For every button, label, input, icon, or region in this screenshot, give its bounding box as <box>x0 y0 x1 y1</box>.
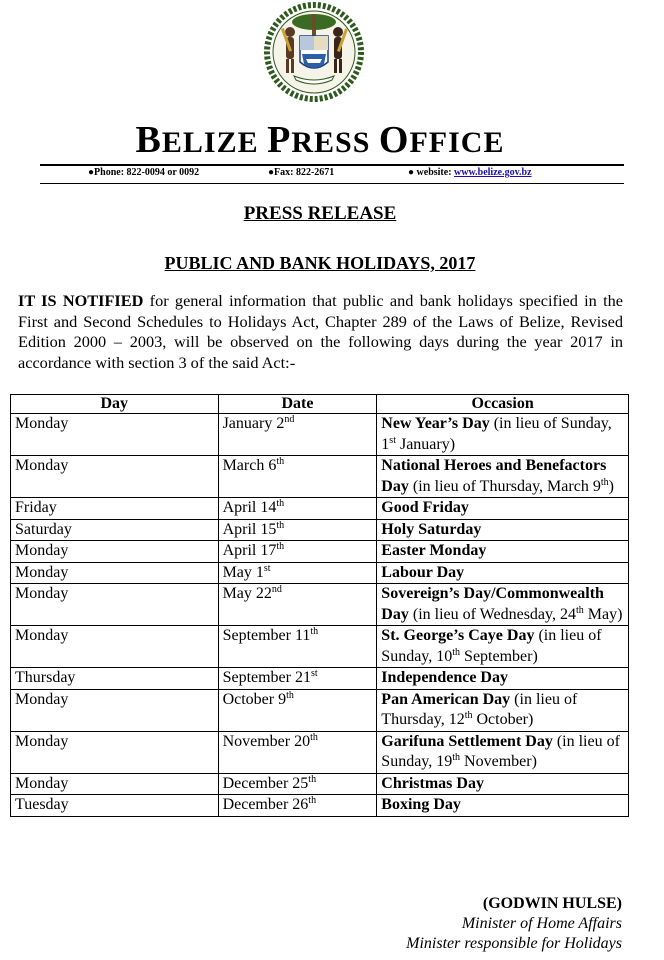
date-suffix: th <box>276 541 285 552</box>
date-text: December 26 <box>222 796 309 813</box>
row-occasion <box>377 668 629 690</box>
row-occasion <box>377 562 629 584</box>
occasion-note: (in lieu of Thursday, March 9 <box>408 477 601 495</box>
row-day: Monday <box>11 584 219 626</box>
row-occasion <box>377 541 629 563</box>
header-rule-top <box>40 164 624 166</box>
row-date <box>218 584 377 626</box>
date-text: April 14 <box>222 499 277 516</box>
date-suffix: nd <box>284 414 295 425</box>
row-day: Monday <box>11 541 219 563</box>
row-occasion <box>377 689 629 731</box>
occasion-name: Christmas Day <box>381 774 484 792</box>
minister-name: (GODWIN HULSE) <box>482 895 622 912</box>
occasion-suffix: st <box>389 434 396 446</box>
table-row <box>11 541 629 563</box>
row-date <box>218 773 377 795</box>
table-row <box>11 668 629 690</box>
header-day: Day <box>11 395 219 414</box>
row-day: Friday <box>11 498 219 520</box>
date-suffix: th <box>308 773 317 785</box>
row-occasion <box>377 795 629 817</box>
occasion-note: (in lieu of Sunday, 1 <box>381 415 612 453</box>
row-date <box>218 795 377 817</box>
row-occasion <box>377 414 629 456</box>
website-label: ● website: <box>408 167 452 178</box>
date-text: May 1 <box>222 563 264 581</box>
table-row <box>11 456 629 498</box>
row-occasion <box>377 731 629 773</box>
occasion-name: Sovereign’s Day/Commonwealth Day <box>381 585 604 623</box>
row-date <box>218 414 377 456</box>
occasion-name: Good Friday <box>381 499 469 516</box>
row-date <box>218 626 377 668</box>
fax-text: ●Fax: 822-2671 <box>268 167 335 178</box>
date-text: April 15 <box>222 520 277 538</box>
date-text: April 17 <box>222 542 277 559</box>
row-date <box>218 689 377 731</box>
occasion-suffix: th <box>464 710 473 721</box>
row-day: Monday <box>11 414 219 456</box>
occasion-name: New Year’s Day <box>381 415 490 432</box>
row-day: Monday <box>11 456 219 498</box>
occasion-suffix: th <box>575 604 584 616</box>
date-suffix: th <box>276 519 285 531</box>
date-text: November 20 <box>222 732 311 750</box>
occasion-name: St. George’s Caye Day <box>381 627 535 644</box>
date-text: October 9 <box>222 690 287 708</box>
row-day: Tuesday <box>11 795 219 817</box>
occasion-name: Easter Monday <box>381 542 487 559</box>
row-day: Monday <box>11 731 219 773</box>
occasion-note-end: ) <box>608 477 614 495</box>
row-date <box>218 498 377 520</box>
row-occasion <box>377 773 629 795</box>
date-text: May 22 <box>222 585 272 602</box>
date-suffix: st <box>263 562 271 574</box>
holidays-table-body <box>11 414 629 817</box>
website-block <box>408 167 532 178</box>
date-suffix: th <box>286 689 294 701</box>
row-day: Monday <box>11 773 219 795</box>
occasion-note-end: October) <box>472 711 534 728</box>
table-row <box>11 731 629 773</box>
belize-coat-of-arms-icon <box>264 2 364 102</box>
header-rule-bottom <box>40 183 624 184</box>
row-date <box>218 456 377 498</box>
date-text: September 11 <box>222 627 311 644</box>
occasion-note-end: September) <box>460 647 538 665</box>
table-row <box>11 626 629 668</box>
office-name: BELIZE PRESS OFFICE <box>135 119 505 161</box>
table-row <box>11 773 629 795</box>
occasion-name: National Heroes and Benefactors Day <box>381 457 607 495</box>
occasion-suffix: th <box>452 752 461 763</box>
table-row <box>11 414 629 456</box>
row-day: Monday <box>11 562 219 584</box>
row-date <box>218 541 377 563</box>
date-suffix: st <box>310 668 318 679</box>
minister-role-2: Minister responsible for Holidays <box>406 935 622 952</box>
row-occasion <box>377 519 629 541</box>
occasion-note: (in lieu of Wednesday, 24 <box>408 605 576 623</box>
row-date <box>218 668 377 690</box>
holidays-table <box>10 394 629 817</box>
occasion-note: (in lieu of Thursday, 12 <box>381 690 578 728</box>
row-day: Thursday <box>11 668 219 690</box>
table-row <box>11 498 629 520</box>
table-row <box>11 584 629 626</box>
occasion-name: Pan American Day <box>381 690 511 708</box>
row-day: Monday <box>11 626 219 668</box>
date-text: September 21 <box>222 669 311 686</box>
table-row <box>11 689 629 731</box>
table-row <box>11 795 629 817</box>
occasion-note-end: November) <box>460 753 537 770</box>
holidays-title: PUBLIC AND BANK HOLIDAYS, 2017 <box>164 253 476 273</box>
row-date <box>218 562 377 584</box>
date-suffix: nd <box>271 584 282 595</box>
website-link[interactable]: www.belize.gov.bz <box>454 167 532 178</box>
occasion-name: Garifuna Settlement Day <box>381 732 553 750</box>
occasion-name: Independence Day <box>381 669 508 686</box>
occasion-suffix: th <box>452 646 461 658</box>
header-occasion: Occasion <box>377 395 629 414</box>
date-text: March 6 <box>222 457 277 474</box>
occasion-note: (in lieu of Sunday, 19 <box>381 732 620 770</box>
row-date <box>218 731 377 773</box>
occasion-name: Labour Day <box>381 563 465 581</box>
row-occasion <box>377 498 629 520</box>
occasion-suffix: th <box>600 476 609 488</box>
row-date <box>218 519 377 541</box>
occasion-note: (in lieu of Sunday, 10 <box>381 627 602 665</box>
row-occasion <box>377 584 629 626</box>
occasion-note-end: May) <box>583 605 623 623</box>
date-suffix: th <box>276 456 285 467</box>
row-day: Monday <box>11 689 219 731</box>
table-header-row <box>11 395 629 414</box>
occasion-name: Boxing Day <box>381 796 461 813</box>
row-occasion <box>377 456 629 498</box>
row-occasion <box>377 626 629 668</box>
date-suffix: th <box>276 498 285 509</box>
occasion-note-end: January) <box>395 435 456 453</box>
table-row <box>11 519 629 541</box>
date-suffix: th <box>310 731 318 743</box>
row-day: Saturday <box>11 519 219 541</box>
press-release-title: PRESS RELEASE <box>243 203 397 224</box>
date-text: January 2 <box>222 415 285 432</box>
intro-lead: IT IS NOTIFIED <box>18 291 144 310</box>
minister-role-1: Minister of Home Affairs <box>461 915 622 932</box>
date-suffix: th <box>310 626 319 637</box>
date-suffix: th <box>308 795 317 806</box>
date-text: December 25 <box>222 774 309 792</box>
intro-paragraph <box>18 291 623 373</box>
header-date: Date <box>218 395 377 414</box>
table-row <box>11 562 629 584</box>
signoff <box>406 894 622 954</box>
occasion-name: Holy Saturday <box>381 520 482 538</box>
intro-text: for general information that public and bank holidays specified in the First and Second Schedules to Holidays Act, Chapter 289 of the Laws of Belize, Revised Edition 2000 – 2003, will be observed on the following days during the year 2017 in accordance with section 3 of the said Act:- <box>18 291 623 372</box>
phone-text: ●Phone: 822-0094 or 0092 <box>88 167 200 178</box>
